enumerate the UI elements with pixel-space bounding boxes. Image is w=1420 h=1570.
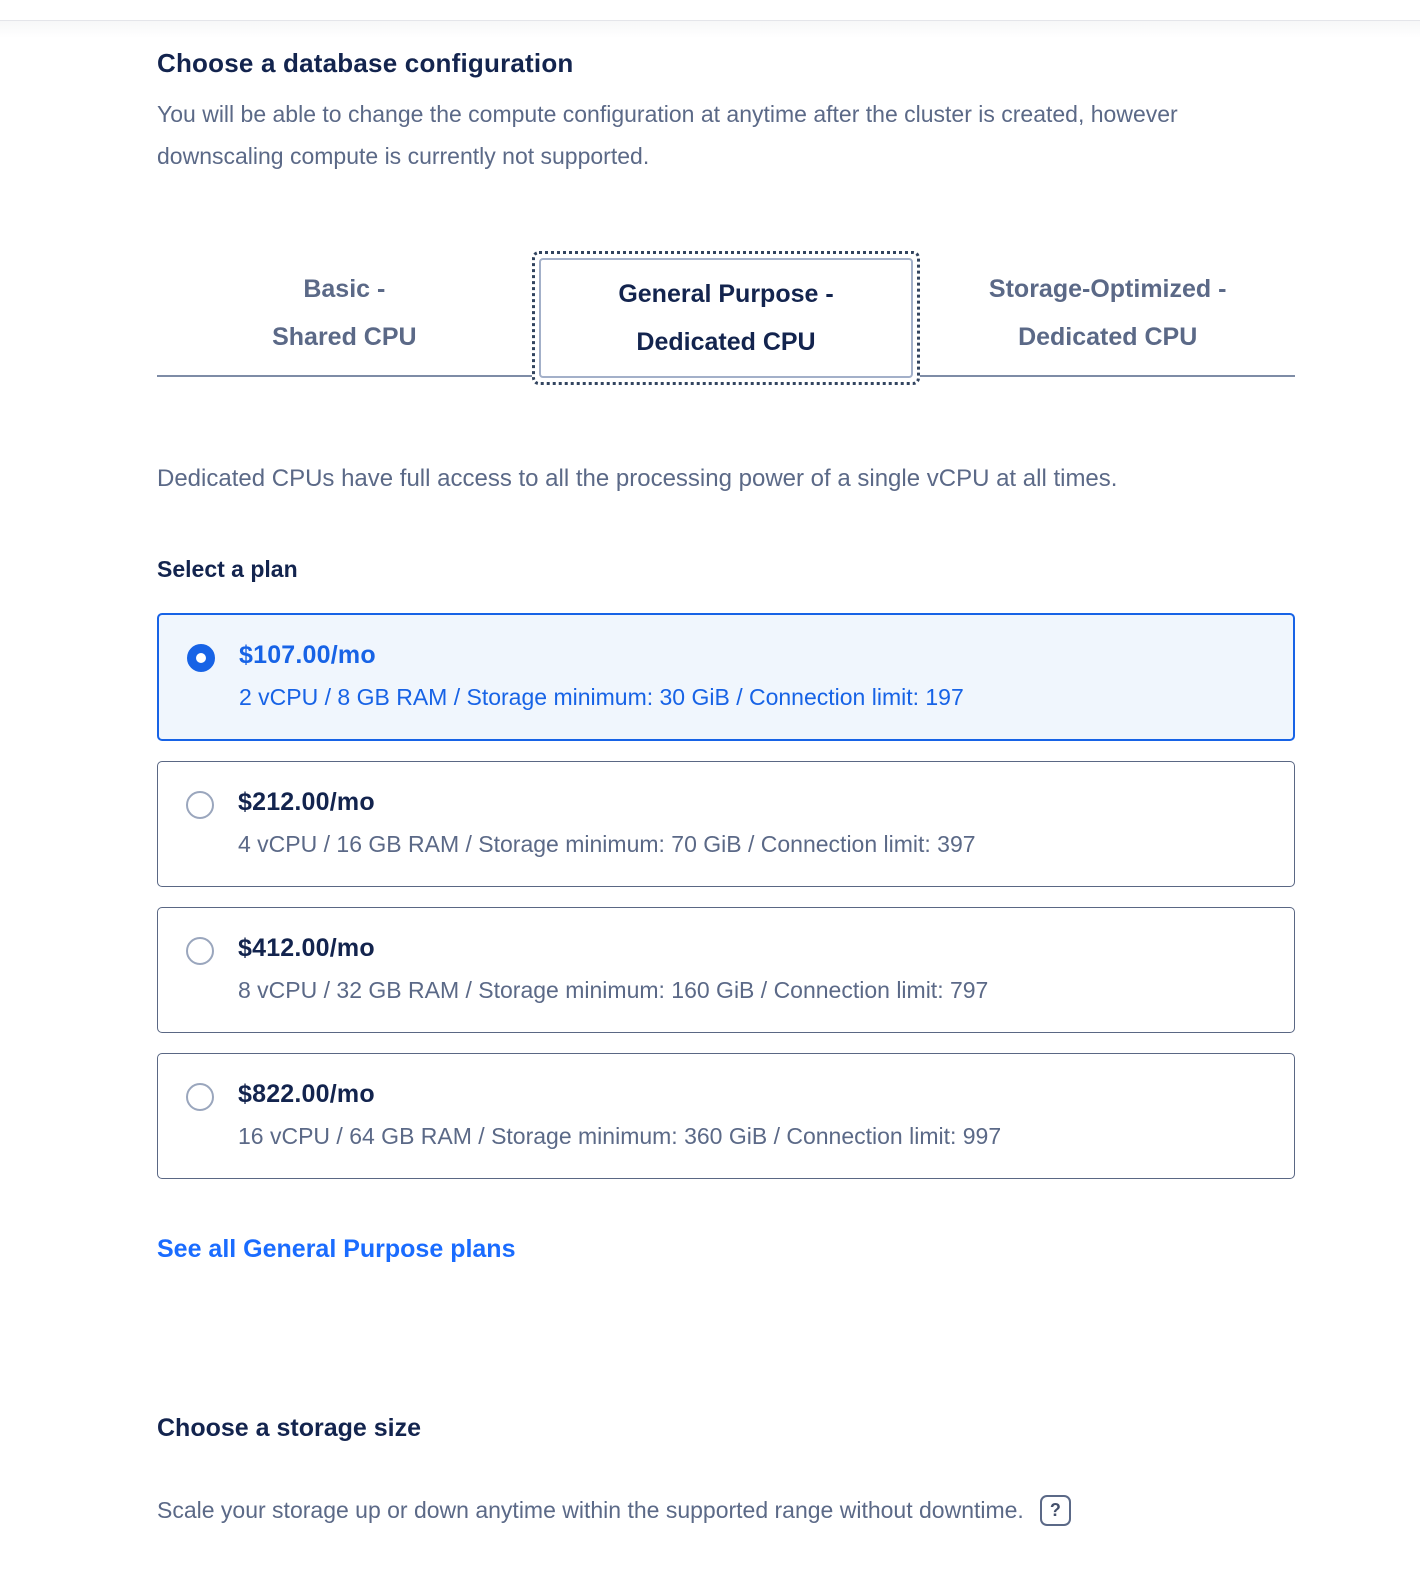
plan-price: $822.00/mo bbox=[238, 1080, 375, 1108]
radio-selected-icon[interactable] bbox=[187, 644, 215, 672]
radio-unselected-icon[interactable] bbox=[186, 791, 214, 819]
help-icon[interactable]: ? bbox=[1040, 1495, 1071, 1526]
tab-label-line: Dedicated CPU bbox=[1018, 323, 1198, 351]
tab-label-line: Basic - bbox=[303, 275, 386, 303]
storage-section-title: Choose a storage size bbox=[157, 1414, 421, 1442]
tab-label-line: General Purpose - bbox=[618, 280, 834, 308]
radio-unselected-icon[interactable] bbox=[186, 937, 214, 965]
radio-unselected-icon[interactable] bbox=[186, 1083, 214, 1111]
tab-basic-shared-cpu[interactable] bbox=[157, 251, 532, 375]
tab-label-line: Shared CPU bbox=[272, 323, 417, 351]
section-description: You will be able to change the compute configuration at anytime after the cluster is created, however downscaling compute is currently not supported. bbox=[157, 101, 1178, 169]
plan-category-tabs bbox=[157, 251, 1295, 385]
see-all-plans-link[interactable]: See all General Purpose plans bbox=[157, 1235, 516, 1263]
plan-info bbox=[239, 641, 964, 711]
plan-card-412[interactable] bbox=[157, 907, 1295, 1033]
plan-price: $412.00/mo bbox=[238, 934, 375, 962]
tab-panel-description: Dedicated CPUs have full access to all the processing power of a single vCPU at all times. bbox=[157, 465, 1118, 492]
plan-info bbox=[238, 788, 976, 858]
plan-info bbox=[238, 934, 988, 1004]
tab-general-purpose-dedicated-cpu[interactable] bbox=[532, 251, 921, 385]
plan-specs: 16 vCPU / 64 GB RAM / Storage minimum: 360 GiB / Connection limit: 997 bbox=[238, 1123, 1002, 1149]
selected-tab-box bbox=[539, 258, 914, 378]
plan-info bbox=[238, 1080, 1001, 1150]
plan-card-822[interactable] bbox=[157, 1053, 1295, 1179]
plan-specs: 8 vCPU / 32 GB RAM / Storage minimum: 160 GiB / Connection limit: 797 bbox=[238, 977, 989, 1003]
select-plan-label: Select a plan bbox=[157, 556, 298, 582]
storage-description-row bbox=[157, 1495, 1295, 1526]
tab-label-line: Storage-Optimized - bbox=[988, 275, 1227, 303]
plan-card-107[interactable] bbox=[157, 613, 1295, 741]
storage-description: Scale your storage up or down anytime within the supported range without downtime. bbox=[157, 1497, 1024, 1523]
tab-label-line: Dedicated CPU bbox=[636, 328, 816, 356]
plan-card-212[interactable] bbox=[157, 761, 1295, 887]
plan-list bbox=[157, 613, 1295, 1179]
plan-specs: 2 vCPU / 8 GB RAM / Storage minimum: 30 GiB / Connection limit: 197 bbox=[239, 684, 964, 710]
section-title: Choose a database configuration bbox=[157, 48, 574, 78]
plan-price: $107.00/mo bbox=[239, 641, 376, 669]
plan-price: $212.00/mo bbox=[238, 788, 375, 816]
tab-storage-optimized-dedicated-cpu[interactable] bbox=[920, 251, 1295, 375]
config-section bbox=[157, 0, 1295, 1526]
plan-specs: 4 vCPU / 16 GB RAM / Storage minimum: 70 GiB / Connection limit: 397 bbox=[238, 831, 976, 857]
